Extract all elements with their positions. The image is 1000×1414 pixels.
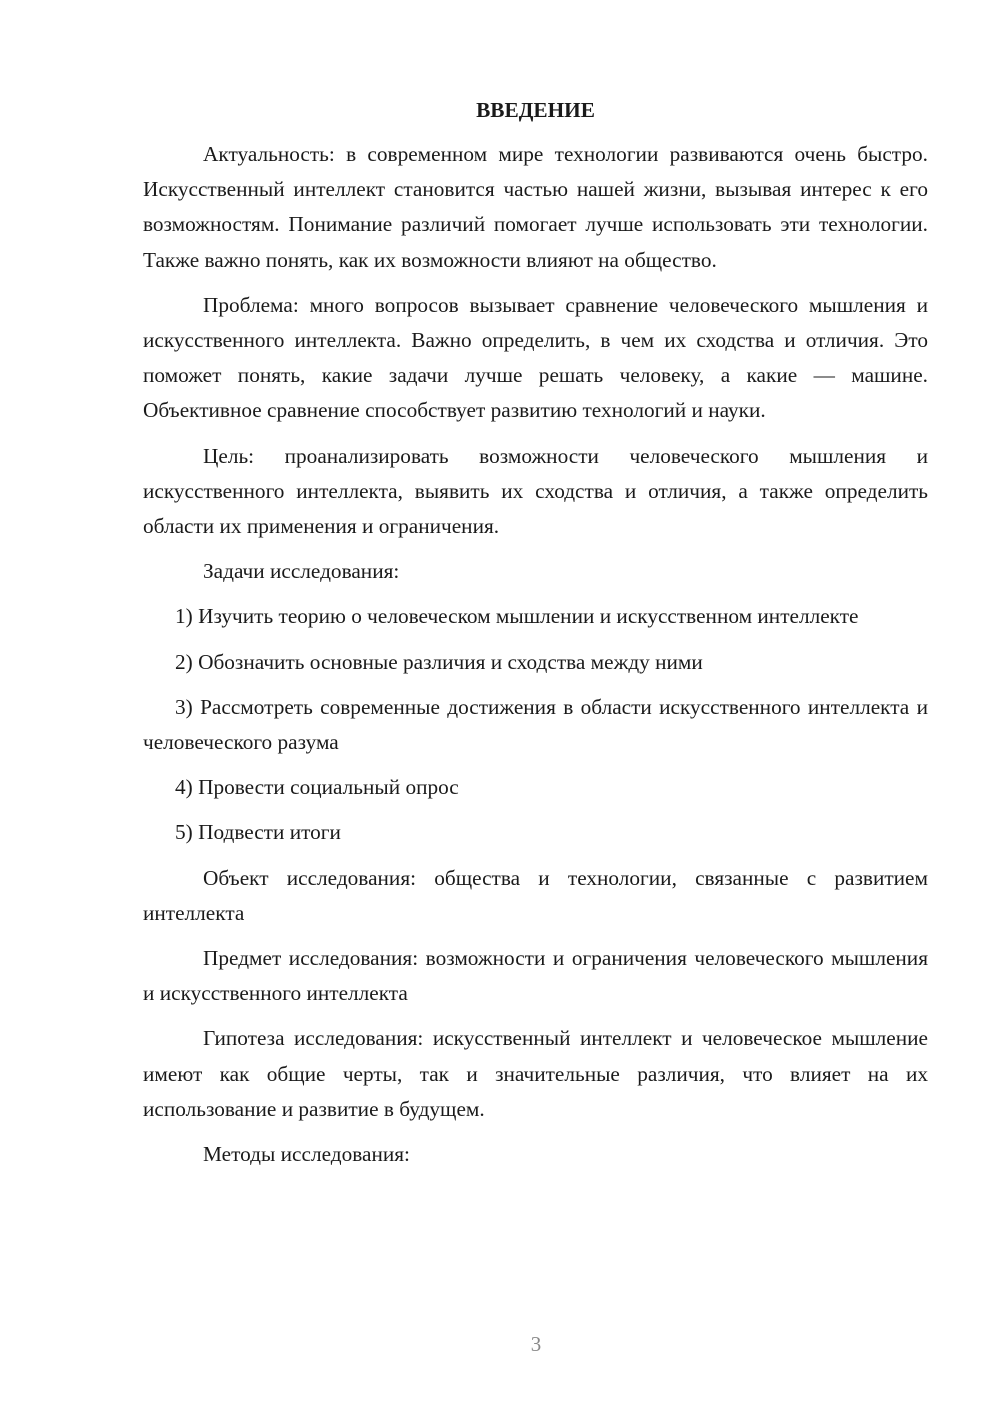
task-item-4: 4) Провести социальный опрос <box>175 775 459 800</box>
paragraph-tasks-heading: Задачи исследования: <box>203 559 400 584</box>
task-item-3: 3) Рассмотреть современные достижения в области искусственного интеллекта и человеческого разума <box>143 694 928 755</box>
paragraph-object: Объект исследования: общества и технологии, связанные с развитием интеллекта <box>143 865 928 925</box>
page-content <box>143 95 928 1182</box>
paragraph-methods: Методы исследования: <box>203 1142 410 1167</box>
page-number: 3 <box>530 1332 542 1356</box>
paragraph-relevance: Актуальность: в современном мире технологии развиваются очень быстро. Искусственный интеллект становится частью нашей жизни, вызывая интерес к его возможностям. Понимание различий помогает лучше использовать эти технологии. Также важно понять, как их возможности влияют на общество. <box>143 142 928 272</box>
paragraph-problem: Проблема: много вопросов вызывает сравнение человеческого мышления и искусственного интеллекта. Важно определить, в чем их сходства и отличия. Это поможет понять, какие задачи лучше решать человеку, а какие — машине. Объективное сравнение способствует развитию технологий и науки. <box>143 292 928 423</box>
task-item-1: 1) Изучить теорию о человеческом мышлении и искусственном интеллекте <box>175 604 859 629</box>
task-item-5: 5) Подвести итоги <box>175 820 341 845</box>
paragraph-hypothesis: Гипотеза исследования: искусственный интеллект и человеческое мышление имеют как общие черты, так и значительные различия, что влияет на их использование и развитие в будущем. <box>143 1026 928 1121</box>
task-item-2: 2) Обозначить основные различия и сходства между ними <box>175 649 703 674</box>
paragraph-goal: Цель: проанализировать возможности человеческого мышления и искусственного интеллекта, выявить их сходства и отличия, а также определить области их применения и ограничения. <box>143 443 928 539</box>
paragraph-subject: Предмет исследования: возможности и ограничения человеческого мышления и искусственного интеллекта <box>143 946 928 1006</box>
section-title: ВВЕДЕНИЕ <box>476 98 595 122</box>
